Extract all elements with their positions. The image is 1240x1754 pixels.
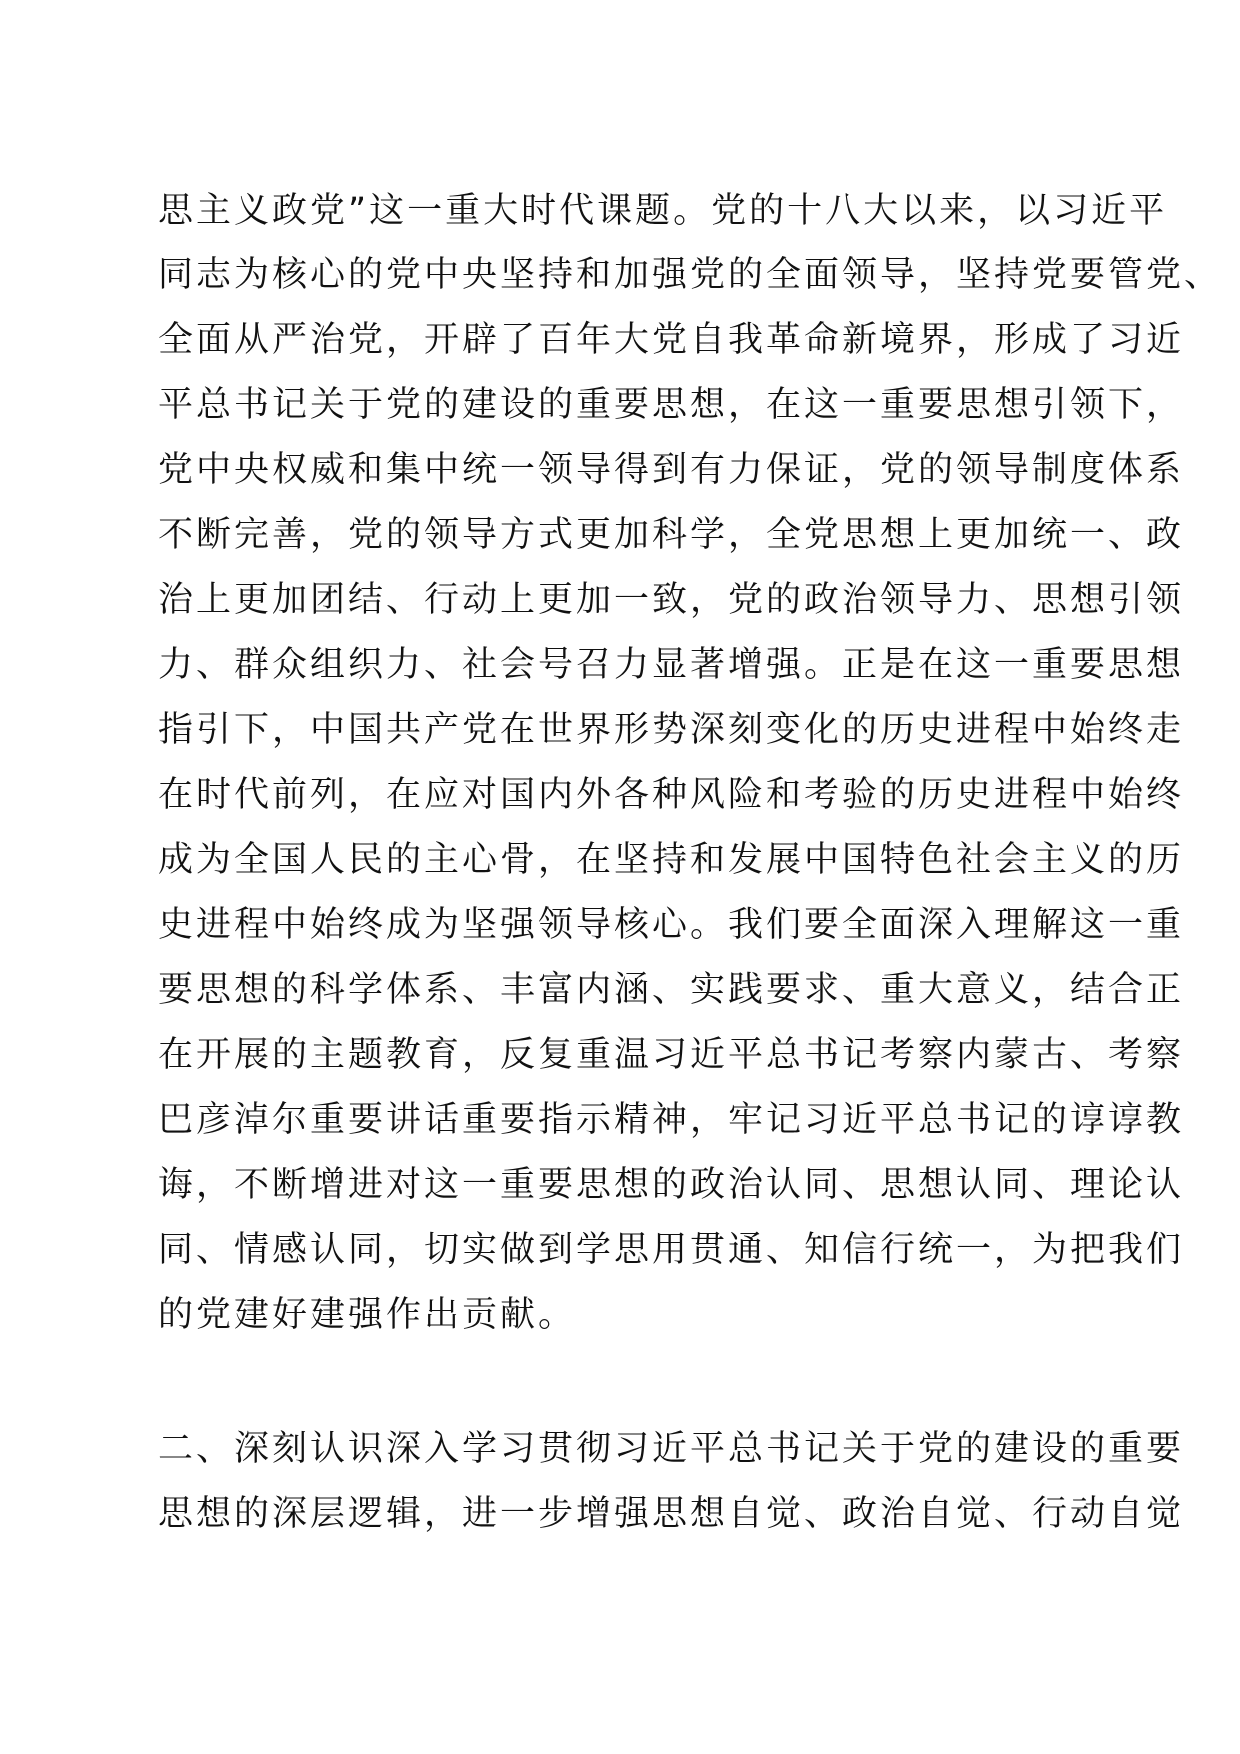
paragraph-line: 同志为核心的党中央坚持和加强党的全面领导，坚持党要管党、 <box>158 255 1223 295</box>
paragraph-line: 全面从严治党，开辟了百年大党自我革命新境界，形成了习近 <box>158 320 1185 360</box>
paragraph-line: 力、群众组织力、社会号召力显著增强。正是在这一重要思想 <box>158 645 1185 685</box>
paragraph-line: 平总书记关于党的建设的重要思想，在这一重要思想引领下， <box>158 385 1185 425</box>
paragraph-line: 在开展的主题教育，反复重温习近平总书记考察内蒙古、考察 <box>158 1035 1185 1075</box>
paragraph-line: 治上更加团结、行动上更加一致，党的政治领导力、思想引领 <box>158 580 1185 620</box>
paragraph-line: 在时代前列，在应对国内外各种风险和考验的历史进程中始终 <box>158 775 1185 815</box>
paragraph-line: 同、情感认同，切实做到学思用贯通、知信行统一，为把我们 <box>158 1230 1185 1270</box>
paragraph-line: 思主义政党”这一重大时代课题。党的十八大以来，以习近平 <box>158 191 1168 231</box>
paragraph-line: 的党建好建强作出贡献。 <box>158 1295 577 1335</box>
paragraph-line: 要思想的科学体系、丰富内涵、实践要求、重大意义，结合正 <box>158 970 1185 1010</box>
paragraph-line: 诲，不断增进对这一重要思想的政治认同、思想认同、理论认 <box>158 1165 1185 1205</box>
paragraph-line: 党中央权威和集中统一领导得到有力保证，党的领导制度体系 <box>158 450 1185 490</box>
heading-line: 二、深刻认识深入学习贯彻习近平总书记关于党的建设的重要 <box>158 1429 1185 1469</box>
paragraph-line: 巴彦淖尔重要讲话重要指示精神，牢记习近平总书记的谆谆教 <box>158 1100 1185 1140</box>
paragraph-line: 指引下，中国共产党在世界形势深刻变化的历史进程中始终走 <box>158 710 1185 750</box>
heading-line: 思想的深层逻辑，进一步增强思想自觉、政治自觉、行动自觉 <box>158 1494 1185 1534</box>
paragraph-line: 不断完善，党的领导方式更加科学，全党思想上更加统一、政 <box>158 515 1185 555</box>
paragraph-line: 成为全国人民的主心骨，在坚持和发展中国特色社会主义的历 <box>158 840 1185 880</box>
paragraph-line: 史进程中始终成为坚强领导核心。我们要全面深入理解这一重 <box>158 905 1185 945</box>
